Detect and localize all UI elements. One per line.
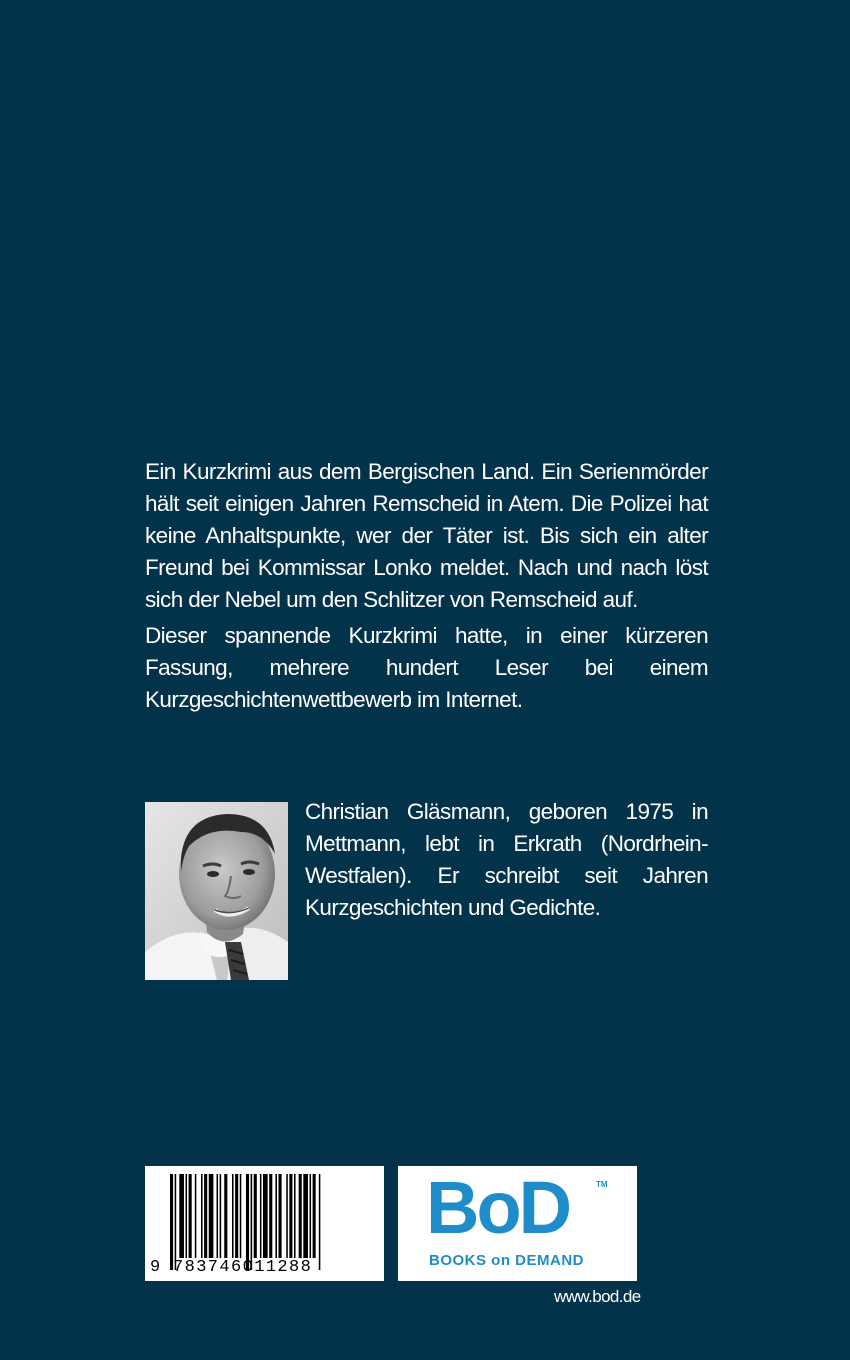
author-portrait-image (145, 802, 288, 980)
blurb-paragraph-1: Ein Kurzkrimi aus dem Bergischen Land. Ein Serienmörder hält seit einigen Jahren Remscheid in Atem. Die Polizei hat keine Anhaltspunkte, wer der Täter ist. Bis sich ein alter Freund bei Kommissar Lonko meldet. Nach und nach löst sich der Nebel um den Schlitzer von Remscheid auf. (145, 459, 708, 612)
author-bio: Christian Gläsmann, geboren 1975 in Mettmann, lebt in Erkrath (Nordrhein-Westfalen). Er schreibt seit Jahren Kurzgeschichten und Gedichte. (305, 799, 708, 920)
isbn-barcode (145, 1166, 384, 1281)
author-photo (145, 802, 288, 980)
bod-tagline: BOOKS on DEMAND (429, 1252, 584, 1269)
barcode-digits (145, 1258, 384, 1278)
barcode-number: 783746011288 (173, 1258, 313, 1277)
bod-logo (398, 1166, 637, 1281)
bod-logo-wordmark: BoD (426, 1166, 570, 1249)
bod-trademark: TM (596, 1180, 608, 1189)
blurb-paragraph-2: Dieser spannende Kurzkrimi hatte, in einer kürzeren Fassung, mehrere hundert Leser bei einem Kurzgeschichtenwettbewerb im Internet. (145, 623, 708, 712)
barcode-first-digit: 9 (150, 1258, 161, 1277)
publisher-url: www.bod.de (554, 1287, 641, 1306)
